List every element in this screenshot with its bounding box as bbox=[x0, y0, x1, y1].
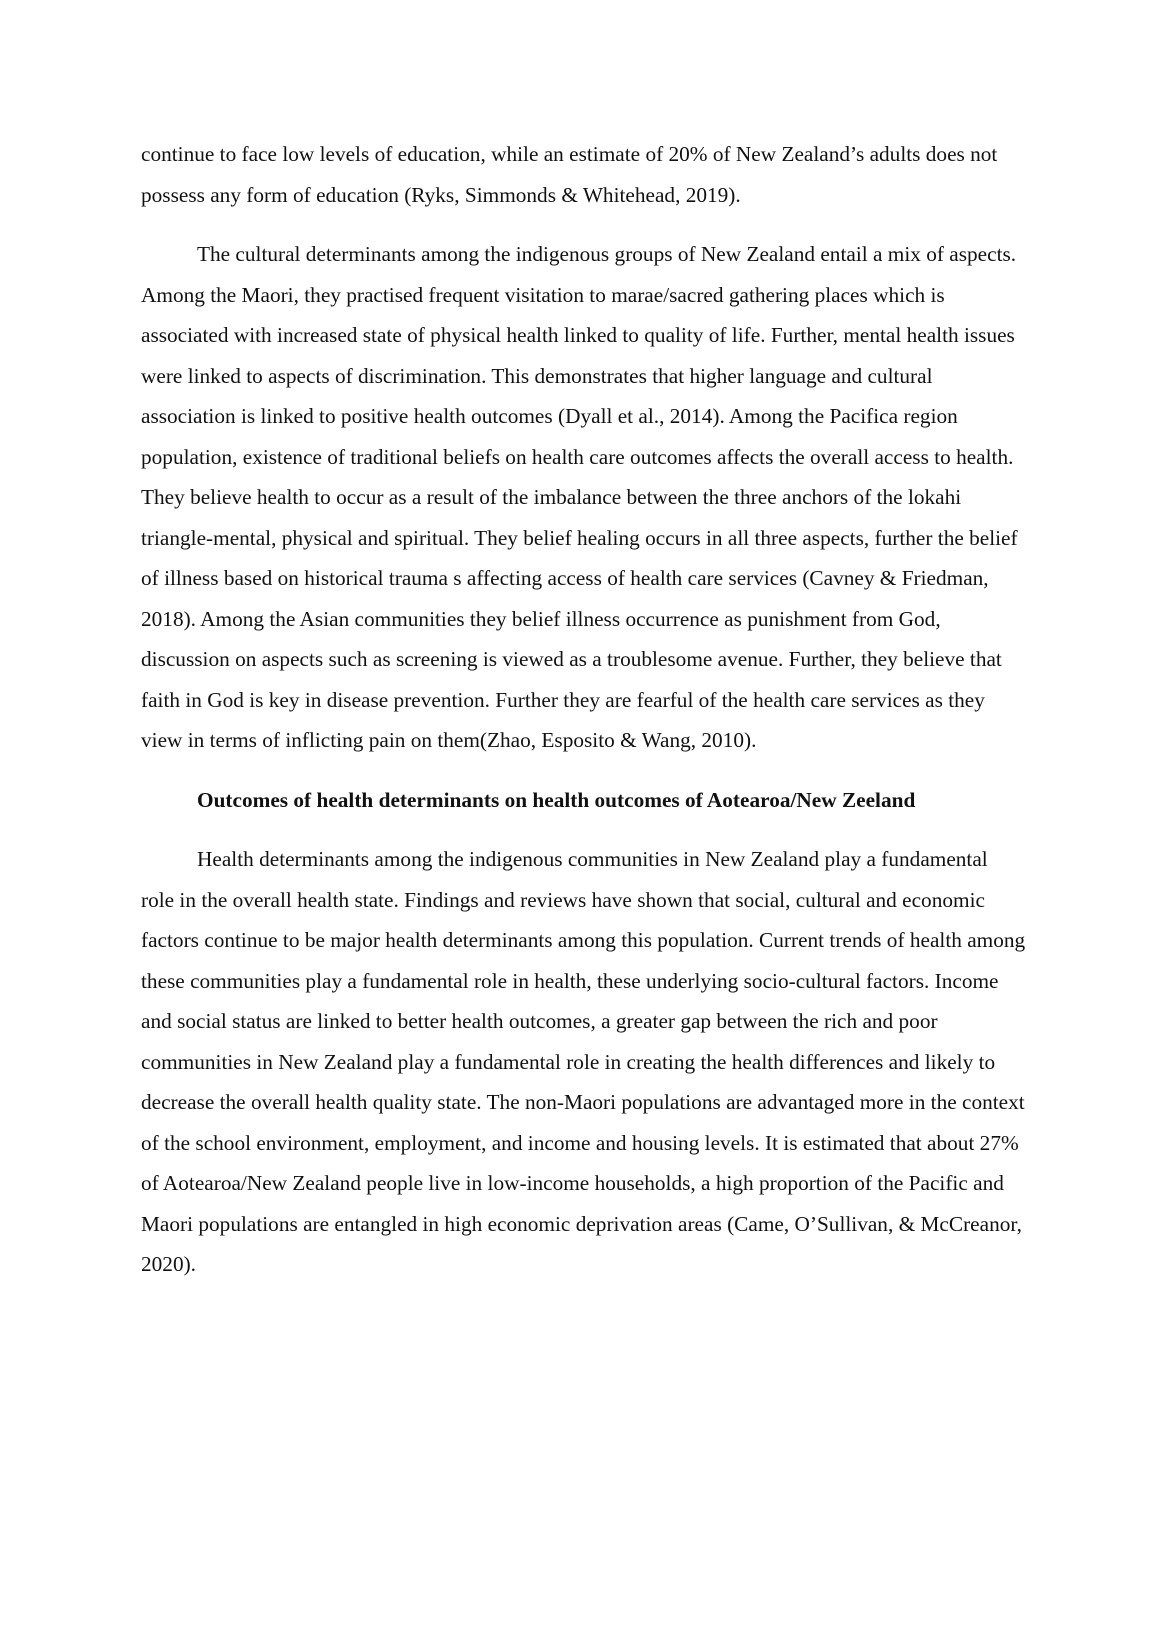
paragraph-health-outcomes: Health determinants among the indigenous communities in New Zealand play a fundamental role in the overall health state. Findings and reviews have shown that social, cultural and economic factors continue to be major health determinants among this population. Current trends of health among these communities play a fundamental role in health, these underlying socio-cultural factors. Income and social status are linked to better health outcomes, a greater gap between the rich and poor communities in New Zealand play a fundamental role in creating the health differences and likely to decrease the overall health quality state. The non-Maori populations are advantaged more in the context of the school environment, employment, and income and housing levels. It is estimated that about 27% of Aotearoa/New Zealand people live in low-income households, a high proportion of the Pacific and Maori populations are entangled in high economic deprivation areas (Came, O’Sullivan, & McCreanor, 2020). bbox=[141, 847, 1026, 1276]
paragraph-education-continued: continue to face low levels of education, while an estimate of 20% of New Zealand’s adults does not possess any form of education (Ryks, Simmonds & Whitehead, 2019). bbox=[141, 142, 998, 207]
document-body bbox=[141, 134, 1026, 1304]
section-heading: Outcomes of health determinants on health outcomes of Aotearoa/New Zeeland bbox=[197, 787, 916, 812]
paragraph-cultural-determinants: The cultural determinants among the indigenous groups of New Zealand entail a mix of aspects. Among the Maori, they practised frequent visitation to marae/sacred gathering places which is associated with increased state of physical health linked to quality of life. Further, mental health issues were linked to aspects of discrimination. This demonstrates that higher language and cultural association is linked to positive health outcomes (Dyall et al., 2014). Among the Pacifica region population, existence of traditional beliefs on health care outcomes affects the overall access to health. They believe health to occur as a result of the imbalance between the three anchors of the lokahi triangle-mental, physical and spiritual. They belief healing occurs in all three aspects, further the belief of illness based on historical trauma s affecting access of health care services (Cavney & Friedman, 2018). Among the Asian communities they belief illness occurrence as punishment from God, discussion on aspects such as screening is viewed as a troublesome avenue. Further, they believe that faith in God is key in disease prevention. Further they are fearful of the health care services as they view in terms of inflicting pain on them(Zhao, Esposito & Wang, 2010). bbox=[141, 242, 1018, 752]
